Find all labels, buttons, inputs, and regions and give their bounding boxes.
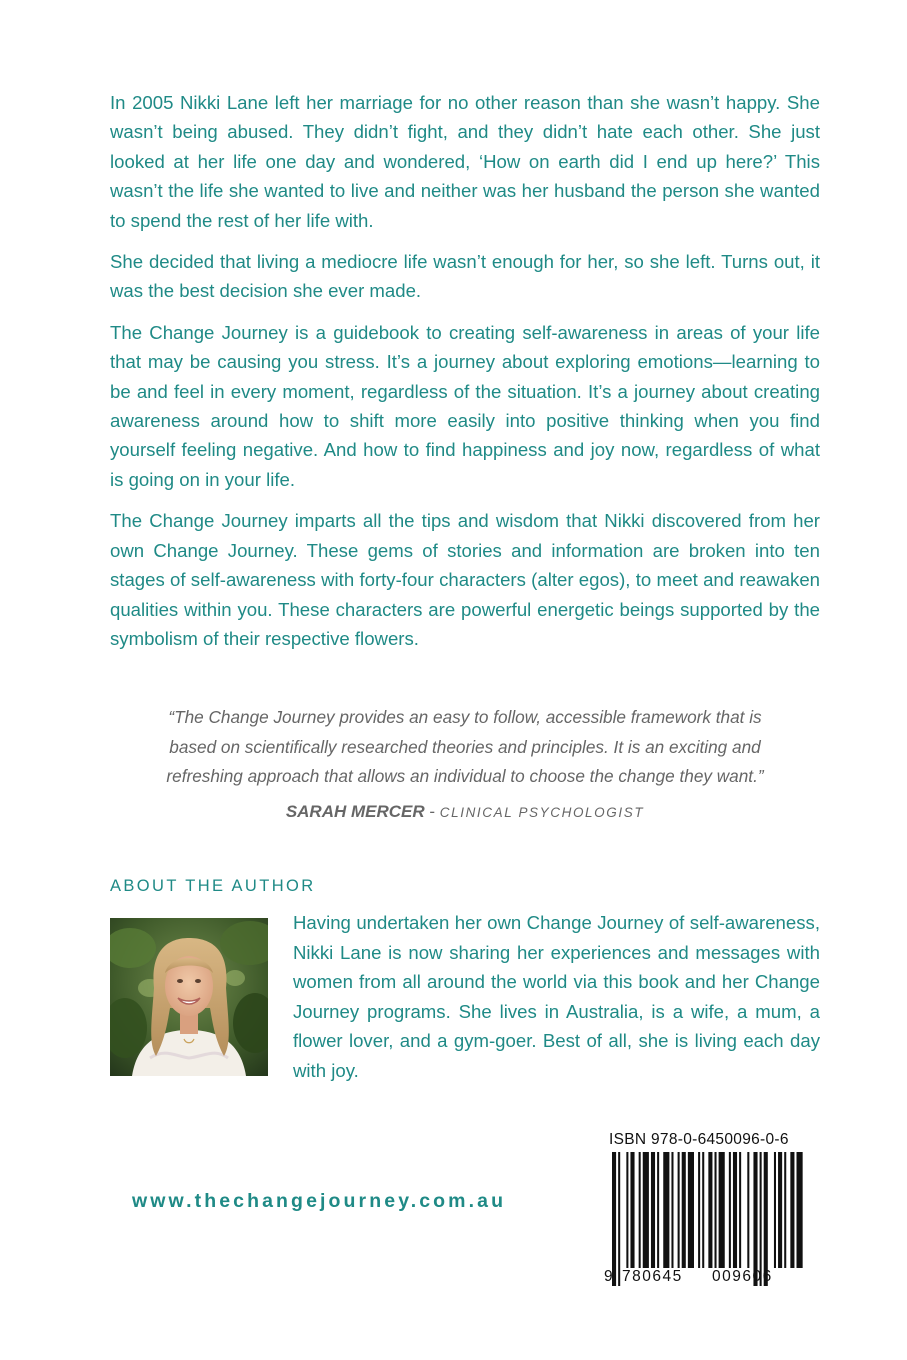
barcode-bar — [630, 1152, 634, 1268]
barcode-bar — [682, 1152, 686, 1268]
testimonial-attribution — [110, 799, 820, 826]
testimonial-author-role: CLINICAL PSYCHOLOGIST — [439, 805, 645, 820]
website-link[interactable]: www.thechangejourney.com.au — [132, 1190, 507, 1212]
barcode-bar — [657, 1152, 659, 1268]
barcode-bar — [698, 1152, 700, 1268]
barcode-bar — [790, 1152, 794, 1268]
barcode-bar — [747, 1152, 749, 1268]
barcode-bar — [612, 1152, 616, 1286]
author-portrait-photo — [110, 918, 268, 1076]
barcode-bar — [784, 1152, 786, 1268]
barcode-bar — [688, 1152, 694, 1268]
barcode-bar — [643, 1152, 649, 1268]
barcode-digits-left: 780645 — [622, 1268, 683, 1285]
barcode-bar — [764, 1152, 768, 1286]
barcode-bar — [618, 1152, 620, 1286]
barcode-bar — [651, 1152, 655, 1268]
barcode-bar — [626, 1152, 628, 1268]
blurb-paragraph-3: The Change Journey is a guidebook to creating self-awareness in areas of your life that may be causing you stress. It’s a journey about exploring emotions—learning to be and feel in every moment, regardless of the situation. It’s a journey about creating awareness around how to shift more easily into positive thinking when you find yourself feeling negative. And how to find happiness and joy now, regardless of what is going on in your life. — [110, 321, 820, 490]
testimonial-quote — [110, 703, 820, 792]
barcode-bar — [797, 1152, 803, 1268]
isbn-label: ISBN 978-0-6450096-0-6 — [609, 1131, 789, 1148]
testimonial-author-name: SARAH MERCER — [285, 802, 425, 821]
quote-line-2: based on scientifically researched theories and principles. It is an exciting and — [169, 736, 761, 757]
attribution-separator: - — [424, 802, 440, 821]
book-blurb — [110, 88, 820, 665]
barcode-digits-right: 009606 — [712, 1268, 773, 1285]
barcode-bar — [760, 1152, 762, 1286]
barcode-bar — [663, 1152, 669, 1268]
about-author-text: Having undertaken her own Change Journey of self-awareness, Nikki Lane is now sharing her experiences and messages with women from all around the world via this book and her Change Journey programs. She lives in Australia, is a wife, a mum, a flower lover, and a gym-goer. Best of all, she is living each day with joy. — [293, 912, 820, 1081]
quote-line-1: “The Change Journey provides an easy to follow, accessible framework that is — [168, 707, 762, 727]
barcode-digit-first: 9 — [604, 1268, 613, 1285]
barcode-bar — [715, 1152, 717, 1268]
about-author-heading: ABOUT THE AUTHOR — [110, 877, 316, 895]
barcode-bar — [753, 1152, 757, 1286]
blurb-paragraph-4: The Change Journey imparts all the tips and wisdom that Nikki discovered from her own Change Journey. These gems of stories and information are broken into ten stages of self-awareness with forty-four characters (alter egos), to meet and reawaken qualities within you. These characters are powerful energetic beings supported by the symbolism of their respective flowers. — [110, 510, 820, 649]
author-portrait-icon — [110, 918, 268, 1076]
barcode-bar — [729, 1152, 731, 1268]
barcode-bar — [733, 1152, 737, 1268]
blurb-paragraph-1: In 2005 Nikki Lane left her marriage for no other reason than she wasn’t happy. She wasn’t being abused. They didn’t fight, and they didn’t hate each other. She just looked at her life one day and wondered, ‘How on earth did I end up here?’ This wasn’t the life she wanted to live and neither was her husband the person she wanted to spend the rest of her life with. — [110, 92, 820, 231]
blurb-paragraph-2: She decided that living a mediocre life wasn’t enough for her, so she left. Turns out, it was the best decision she ever made. — [110, 251, 820, 302]
quote-line-3: refreshing approach that allows an individual to choose the change they want.” — [166, 766, 764, 786]
barcode-bar — [719, 1152, 725, 1268]
barcode-bar — [778, 1152, 782, 1268]
barcode-bar — [739, 1152, 741, 1268]
barcode-bar — [671, 1152, 673, 1268]
barcode-bar — [702, 1152, 704, 1268]
barcode-bar — [774, 1152, 776, 1268]
barcode-bar — [708, 1152, 712, 1268]
barcode-bar — [639, 1152, 641, 1268]
barcode-bar — [678, 1152, 680, 1268]
